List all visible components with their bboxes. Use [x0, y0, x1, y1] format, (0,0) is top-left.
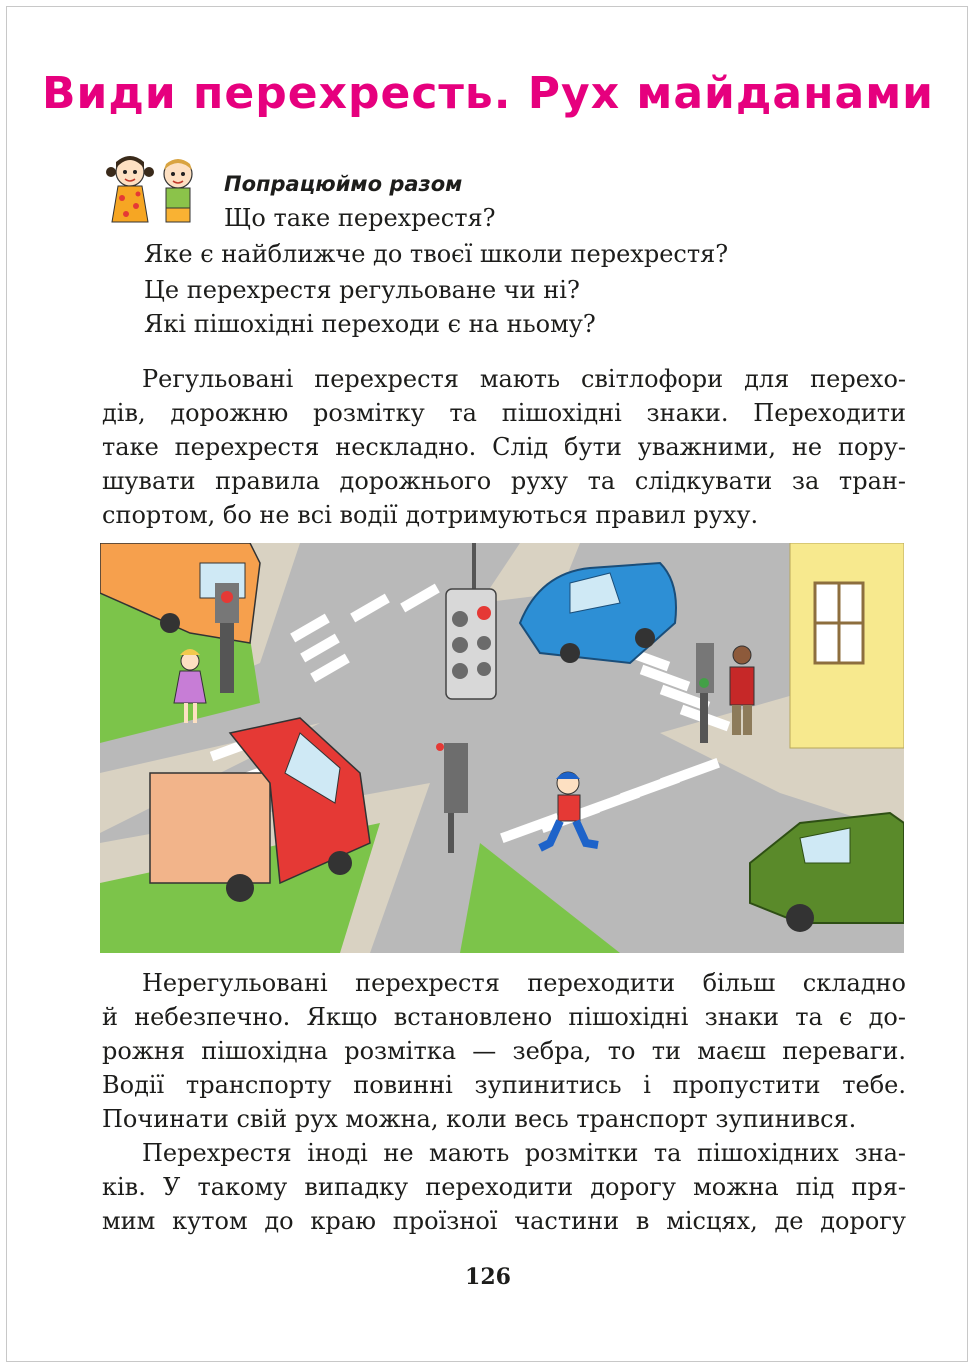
text-line: Починати свій рух можна, коли весь транспорт зупинився. — [102, 1105, 857, 1133]
text-line: дів, дорожню розмітку та пішохідні знаки. Переходити — [102, 399, 906, 427]
paragraph-no-markings — [102, 1136, 906, 1238]
children-icon — [98, 150, 210, 230]
text-line: й небезпечно. Якщо встановлено пішохідні знаки та є до- — [102, 1003, 906, 1031]
paragraph-unregulated — [102, 966, 906, 1136]
text-line: Водії транспорту повинні зупинитись і пропустити тебе. — [102, 1071, 906, 1099]
text-line: Нерегульовані перехрестя переходити більш складно — [142, 969, 906, 997]
text-line: Перехрестя іноді не мають розмітки та пішохідних зна- — [142, 1139, 906, 1167]
crossroad-illustration — [100, 543, 904, 953]
question-3: Це перехрестя регульоване чи ні? — [144, 276, 580, 304]
text-line: спортом, бо не всі водії дотримуються правил руху. — [102, 501, 759, 529]
text-line: ків. У такому випадку переходити дорогу можна під пря- — [102, 1173, 906, 1201]
work-together-heading: Попрацюймо разом — [224, 172, 463, 196]
page-number: 126 — [465, 1264, 511, 1290]
question-1: Що таке перехрестя? — [224, 204, 496, 232]
text-line: мим кутом до краю проїзної частини в місцях, де дорогу — [102, 1207, 906, 1235]
text-line: таке перехрестя нескладно. Слід бути уважними, не пору- — [102, 433, 906, 461]
text-line: рожня пішохідна розмітка — зебра, то ти маєш переваги. — [102, 1037, 906, 1065]
text-line: шувати правила дорожнього руху та слідкувати за тран- — [102, 467, 906, 495]
question-2: Яке є найближче до твоєї школи перехрестя? — [144, 240, 729, 268]
page-title: Види перехресть. Рух майданами — [41, 68, 935, 119]
question-4: Які пішохідні переходи є на ньому? — [144, 310, 596, 338]
paragraph-regulated — [102, 362, 906, 532]
text-line: Регульовані перехрестя мають світлофори для перехо- — [142, 365, 906, 393]
